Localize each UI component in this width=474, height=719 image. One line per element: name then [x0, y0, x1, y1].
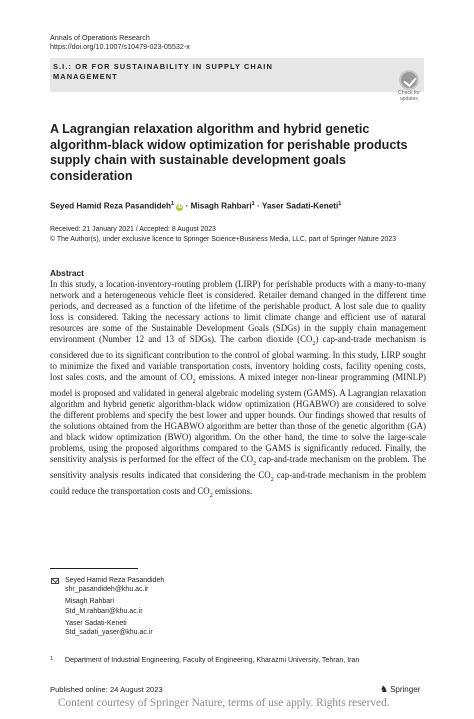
contact-name: Yaser Sadati-Keneti — [65, 619, 127, 627]
abstract-text: cap-and-trade mechanism in the problem could reduce the transportation costs and CO — [50, 470, 426, 496]
contact-name: Misagh Rahbari — [65, 598, 115, 606]
check-for-updates-icon — [399, 70, 419, 90]
contact-email[interactable]: Std_M.rahbari@khu.ac.ir — [65, 607, 143, 615]
watermark-text: Content courtesy of Springer Nature, terms of use apply. Rights reserved. — [58, 697, 390, 709]
check-for-updates-text — [394, 91, 424, 102]
article-dates — [50, 225, 396, 244]
paper-title: A Lagrangian relaxation algorithm and hybrid genetic algorithm-black widow optimization for perishable products supply chain with sustainable development goals consideration — [50, 122, 408, 183]
journal-header — [50, 33, 190, 51]
co2-subscript: 2 — [270, 476, 274, 483]
orcid-icon[interactable]: iD — [177, 203, 183, 210]
abstract-text: In this study, a location-inventory-routing problem (LIRP) for perishable products with a many-to-many network and a heterogeneous vehicle fleet is considered. Retailer demand changed in the different time periods, and decreased as a function of the lifetime of the perishable product. A lost sale due to quality loss is considered. Taking the necessary actions to limit climate change and efficient use of natural resources are some of the Sustainable Development Goals (SDGs) in the supply chain management environment (Number 12 and 13 of SDGs). The carbon dioxide (CO — [50, 279, 426, 345]
abstract-text: emissions. — [212, 485, 253, 496]
author-separator: · — [254, 201, 262, 211]
doi-link[interactable]: https://doi.org/10.1007/s10479-023-05532-x — [50, 42, 190, 51]
contact-block — [50, 576, 164, 640]
affiliation-footnote — [50, 656, 359, 664]
contact-email[interactable]: shr_pasandideh@khu.ac.ir — [65, 586, 149, 594]
published-date: Published online: 24 August 2023 — [50, 685, 163, 694]
co2-subscript: 2 — [192, 378, 196, 385]
author-name[interactable]: Yaser Sadati-Keneti — [261, 201, 339, 211]
footnote-divider — [50, 568, 138, 569]
check-line2: updates — [400, 95, 418, 102]
author-name[interactable]: Misagh Rahbari — [190, 201, 252, 211]
abstract-heading: Abstract — [50, 268, 84, 278]
springer-horse-icon: ♞ — [380, 684, 389, 694]
envelope-icon — [51, 578, 59, 584]
contact-entry — [50, 576, 164, 594]
abstract-paragraph — [50, 279, 426, 502]
received-accepted: Received: 21 January 2021 / Accepted: 8 August 2023 — [50, 226, 216, 233]
check-for-updates-badge[interactable] — [394, 70, 424, 100]
section-bar — [50, 58, 424, 92]
publisher-name: Springer — [390, 685, 421, 694]
affiliation-text: Department of Industrial Engineering, Faculty of Engineering, Kharazmi University, Tehran, Iran — [65, 657, 360, 664]
abstract-body — [50, 279, 426, 502]
author-name[interactable]: Seyed Hamid Reza Pasandideh — [50, 201, 172, 211]
abstract-text: cap-and-trade mechanism on the problem. The sensitivity analysis results indicated that considering the CO — [50, 454, 426, 481]
contact-entry — [50, 597, 164, 615]
affiliation-number: 1 — [50, 656, 54, 662]
copyright-line: © The Author(s), under exclusive licence to Springer Science+Business Media, LLC, part of Springer Nature 2023 — [50, 235, 397, 243]
check-line1: Check for — [398, 90, 420, 96]
co2-subscript: 2 — [312, 341, 316, 348]
co2-subscript: 2 — [209, 492, 213, 499]
author-list — [50, 201, 430, 211]
journal-name: Annals of Operations Research — [50, 33, 150, 42]
author-affil-sup: 1 — [251, 201, 255, 207]
contact-email[interactable]: Std_sadati_yaser@khu.ac.ir — [65, 629, 153, 637]
publisher-logo — [380, 684, 420, 695]
author-affil-sup: 1 — [338, 201, 342, 207]
contact-entry — [50, 619, 164, 637]
abstract-text: ) cap-and-trade mechanism is considered due to its significant contribution to the control of global warming. In this study, LIRP sought to minimize the fixed and variable transportation costs, inventory holding costs, facility opening costs, lost sales costs, and the amount of CO — [50, 334, 427, 383]
author-affil-sup: 1 — [171, 201, 175, 207]
section-label-line1: S.I.: OR FOR SUSTAINABILITY IN SUPPLY CHAIN — [53, 62, 273, 71]
author-separator: · — [183, 201, 191, 211]
section-label — [53, 62, 313, 81]
section-label-line2: MANAGEMENT — [53, 71, 118, 81]
co2-subscript: 2 — [253, 461, 257, 468]
abstract-text: emissions. A mixed integer non-linear programming (MINLP) model is proposed and validated in general algebraic modeling system (GAMS). A Lagrangian relaxation algorithm and hybrid genetic algorithm-black widow optimization (HGABWO) are considered to solve the different problems and specify the best lower and upper bounds. Our findings showed that results of the solutions obtained from the HGABWO algorithm are better than those of the genetic algorithm (GA) and black widow optimization (BWO) algorithm. On the other hand, the time to solve the large-scale problems, using the proposed algorithms compared to the GAMS is significantly reduced. Finally, the sensitivity analysis is performed for the effect of the CO — [50, 372, 426, 465]
contact-name: Seyed Hamid Reza Pasandideh — [65, 577, 165, 584]
